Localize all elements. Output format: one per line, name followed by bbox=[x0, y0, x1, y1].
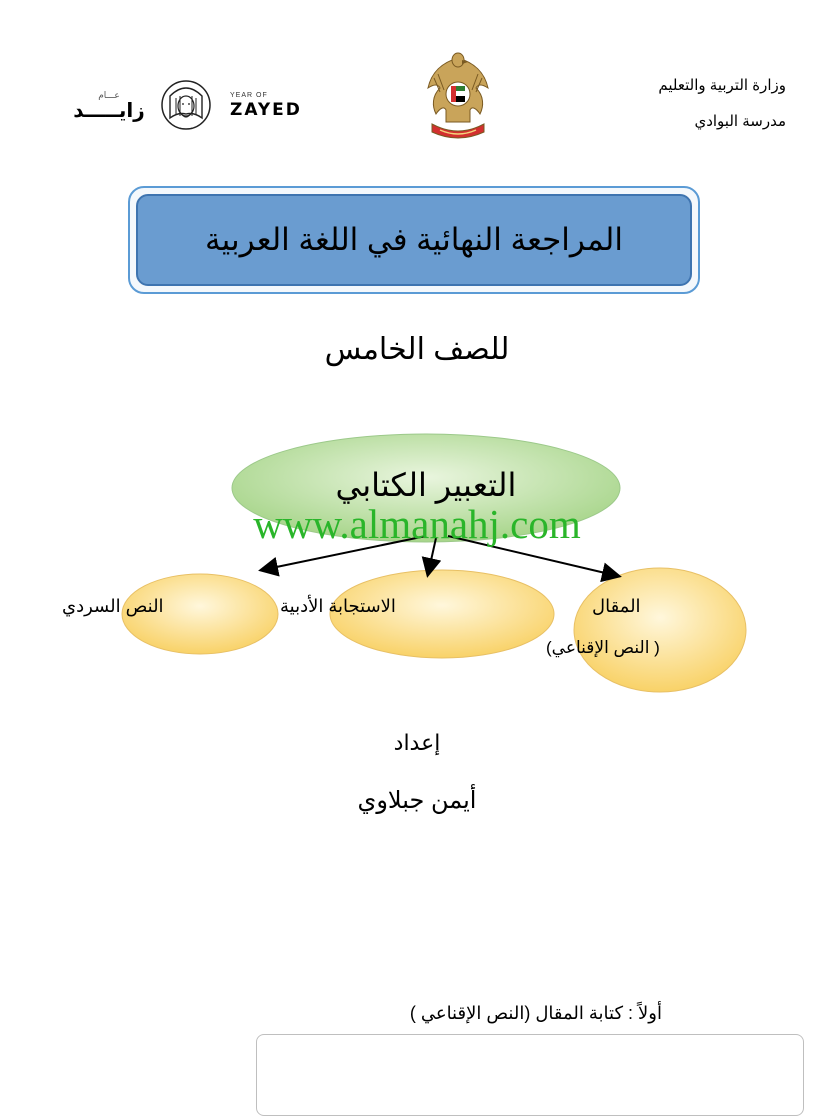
prepared-by-label: إعداد bbox=[393, 730, 441, 755]
zayed-ar-large: زايـــــد bbox=[73, 100, 145, 122]
zayed-ar-small: عـــام bbox=[98, 90, 120, 100]
zayed-arabic-wordmark bbox=[72, 90, 146, 122]
title-box bbox=[128, 186, 700, 294]
right-label: المقال bbox=[592, 596, 641, 616]
ministry-name: وزارة التربية والتعليم bbox=[658, 77, 786, 94]
left-label: النص السردي bbox=[62, 596, 164, 616]
page-title: المراجعة النهائية في اللغة العربية bbox=[136, 194, 692, 286]
grade-label: للصف الخامس bbox=[324, 333, 510, 366]
right-sublabel: ( النص الإقناعي) bbox=[546, 638, 660, 657]
author-name: أيمن جبلاوي bbox=[357, 787, 477, 814]
center-label: التعبير الكتابي bbox=[335, 467, 517, 503]
ministry-header bbox=[658, 68, 786, 140]
zayed-en-large: ZAYED bbox=[230, 100, 302, 120]
watermark-url: www.almanahj.com bbox=[253, 501, 581, 547]
right-ellipse bbox=[574, 568, 746, 692]
section-heading: أولاً : كتابة المقال (النص الإقناعي ) bbox=[409, 1003, 662, 1023]
uae-federal-emblem-icon bbox=[424, 48, 492, 140]
content-box bbox=[256, 1034, 804, 1116]
zayed-en-small: YEAR OF bbox=[230, 92, 268, 99]
middle-label: الاستجابة الأدبية bbox=[280, 596, 396, 616]
school-name: مدرسة البوادي bbox=[694, 113, 786, 130]
zayed-english-wordmark bbox=[230, 92, 302, 120]
year-of-zayed-logo bbox=[72, 78, 304, 132]
zayed-portrait-icon bbox=[154, 78, 218, 132]
